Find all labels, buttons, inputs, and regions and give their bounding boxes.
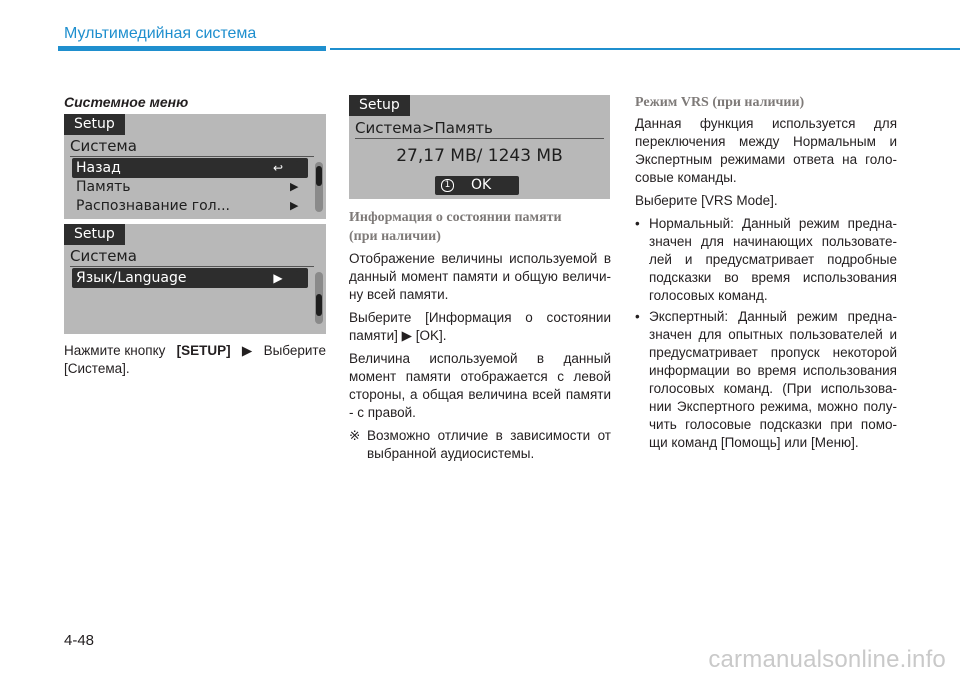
instruction-line2: [Система].: [64, 361, 130, 376]
back-icon: ↩: [258, 161, 298, 175]
section-title-system-menu: Системное меню: [64, 94, 189, 110]
bullet-icon: •: [635, 216, 640, 231]
note-text: Возможно отличие в зависимости от выбранной аудиосистемы.: [367, 428, 611, 461]
menu-item-label: Язык/Language: [76, 270, 187, 286]
screen-separator: [70, 156, 314, 157]
menu-item-back[interactable]: [72, 158, 308, 178]
page-number: 4-48: [64, 632, 95, 649]
memory-usage: 27,17 MB/ 1243 MB: [396, 146, 563, 166]
chevron-right-icon: ▶: [290, 180, 299, 193]
menu-item-label: Назад: [76, 160, 121, 176]
ok-button[interactable]: [435, 176, 519, 195]
scrollbar-thumb[interactable]: [316, 166, 322, 186]
section-title-vrs: Режим VRS (при наличии): [635, 95, 805, 110]
vrs-text: [635, 115, 897, 452]
screen-system-memory: [349, 95, 610, 199]
ok-label: OK: [471, 177, 492, 193]
bullet-text: Нормальный: Данный режим предна-значен для начинающих пользовате-лей и предусматривает подробные подсказки во время использования голосовых команд.: [649, 216, 897, 303]
section-title-memory-info: [349, 208, 611, 246]
bullet-item: [635, 308, 897, 452]
screen-tab: Setup: [64, 224, 125, 245]
bullet-icon: •: [635, 309, 640, 324]
screen-title: Система: [70, 137, 137, 155]
arrow-right-icon: ▶: [241, 343, 253, 358]
paragraph: Данная функция используется для переключения между Нормальным и Экспертным режимами ответа на голо-совые команды.: [635, 116, 897, 185]
header-bar-thin: [330, 48, 960, 50]
screen-setup-system-1: [64, 114, 326, 219]
screen-separator: [70, 266, 314, 267]
menu-item-memory[interactable]: [72, 177, 308, 197]
paragraph: Отображение величины используемой в данный момент памяти и общую величи-ну всей памяти.: [349, 251, 611, 302]
ok-number-icon: 1: [441, 179, 454, 192]
chevron-right-icon: ▶: [290, 199, 299, 212]
bullet-text: Экспертный: Данный режим предна-значен для опытных пользователей и предусматривает пропуск некоторой информации во время использования голосовых команд. (При использова-нии Экспертного режима, можно полу-чить голосовые подсказки при помо-щи команд [Помощь] или [Меню].: [649, 309, 897, 450]
screen-tab: Setup: [349, 95, 410, 116]
bullet-item: [635, 215, 897, 305]
screen-tab: Setup: [64, 114, 125, 135]
paragraph: Величина используемой в данный момент памяти отображается с левой стороны, а общая величина всей памяти - с правой.: [349, 351, 611, 420]
instruction-post: Выберите: [263, 343, 326, 358]
paragraph: Выберите [Информация о состоянии памяти] ▶ [OK].: [349, 310, 611, 343]
scrollbar[interactable]: [315, 272, 323, 324]
paragraph: Выберите [VRS Mode].: [635, 193, 778, 208]
menu-item-voice-recognition[interactable]: [72, 196, 308, 216]
section-title-line1: Информация о состоянии памяти: [349, 210, 562, 225]
menu-item-label: Распознавание гол...: [76, 198, 230, 214]
screen-title: Система>Память: [355, 119, 493, 137]
scrollbar-thumb[interactable]: [316, 294, 322, 316]
screen-title: Система: [70, 247, 137, 265]
menu-item-language[interactable]: [72, 268, 308, 288]
chevron-right-icon: ▶: [258, 271, 298, 285]
header-bar-thick: [58, 46, 326, 51]
section-title-line2: (при наличии): [349, 229, 441, 244]
scrollbar[interactable]: [315, 162, 323, 212]
screen-setup-system-2: [64, 224, 326, 334]
watermark: carmanualsonline.info: [708, 646, 946, 673]
header-title: Мультимедийная система: [64, 25, 257, 42]
note-mark-icon: ※: [349, 428, 361, 443]
screen-separator: [355, 138, 604, 139]
menu-item-label: Память: [76, 179, 131, 195]
memory-info-text: [349, 250, 611, 463]
instruction-text: [64, 342, 326, 378]
setup-key: [SETUP]: [176, 343, 231, 358]
instruction-pre: Нажмите кнопку: [64, 343, 166, 358]
